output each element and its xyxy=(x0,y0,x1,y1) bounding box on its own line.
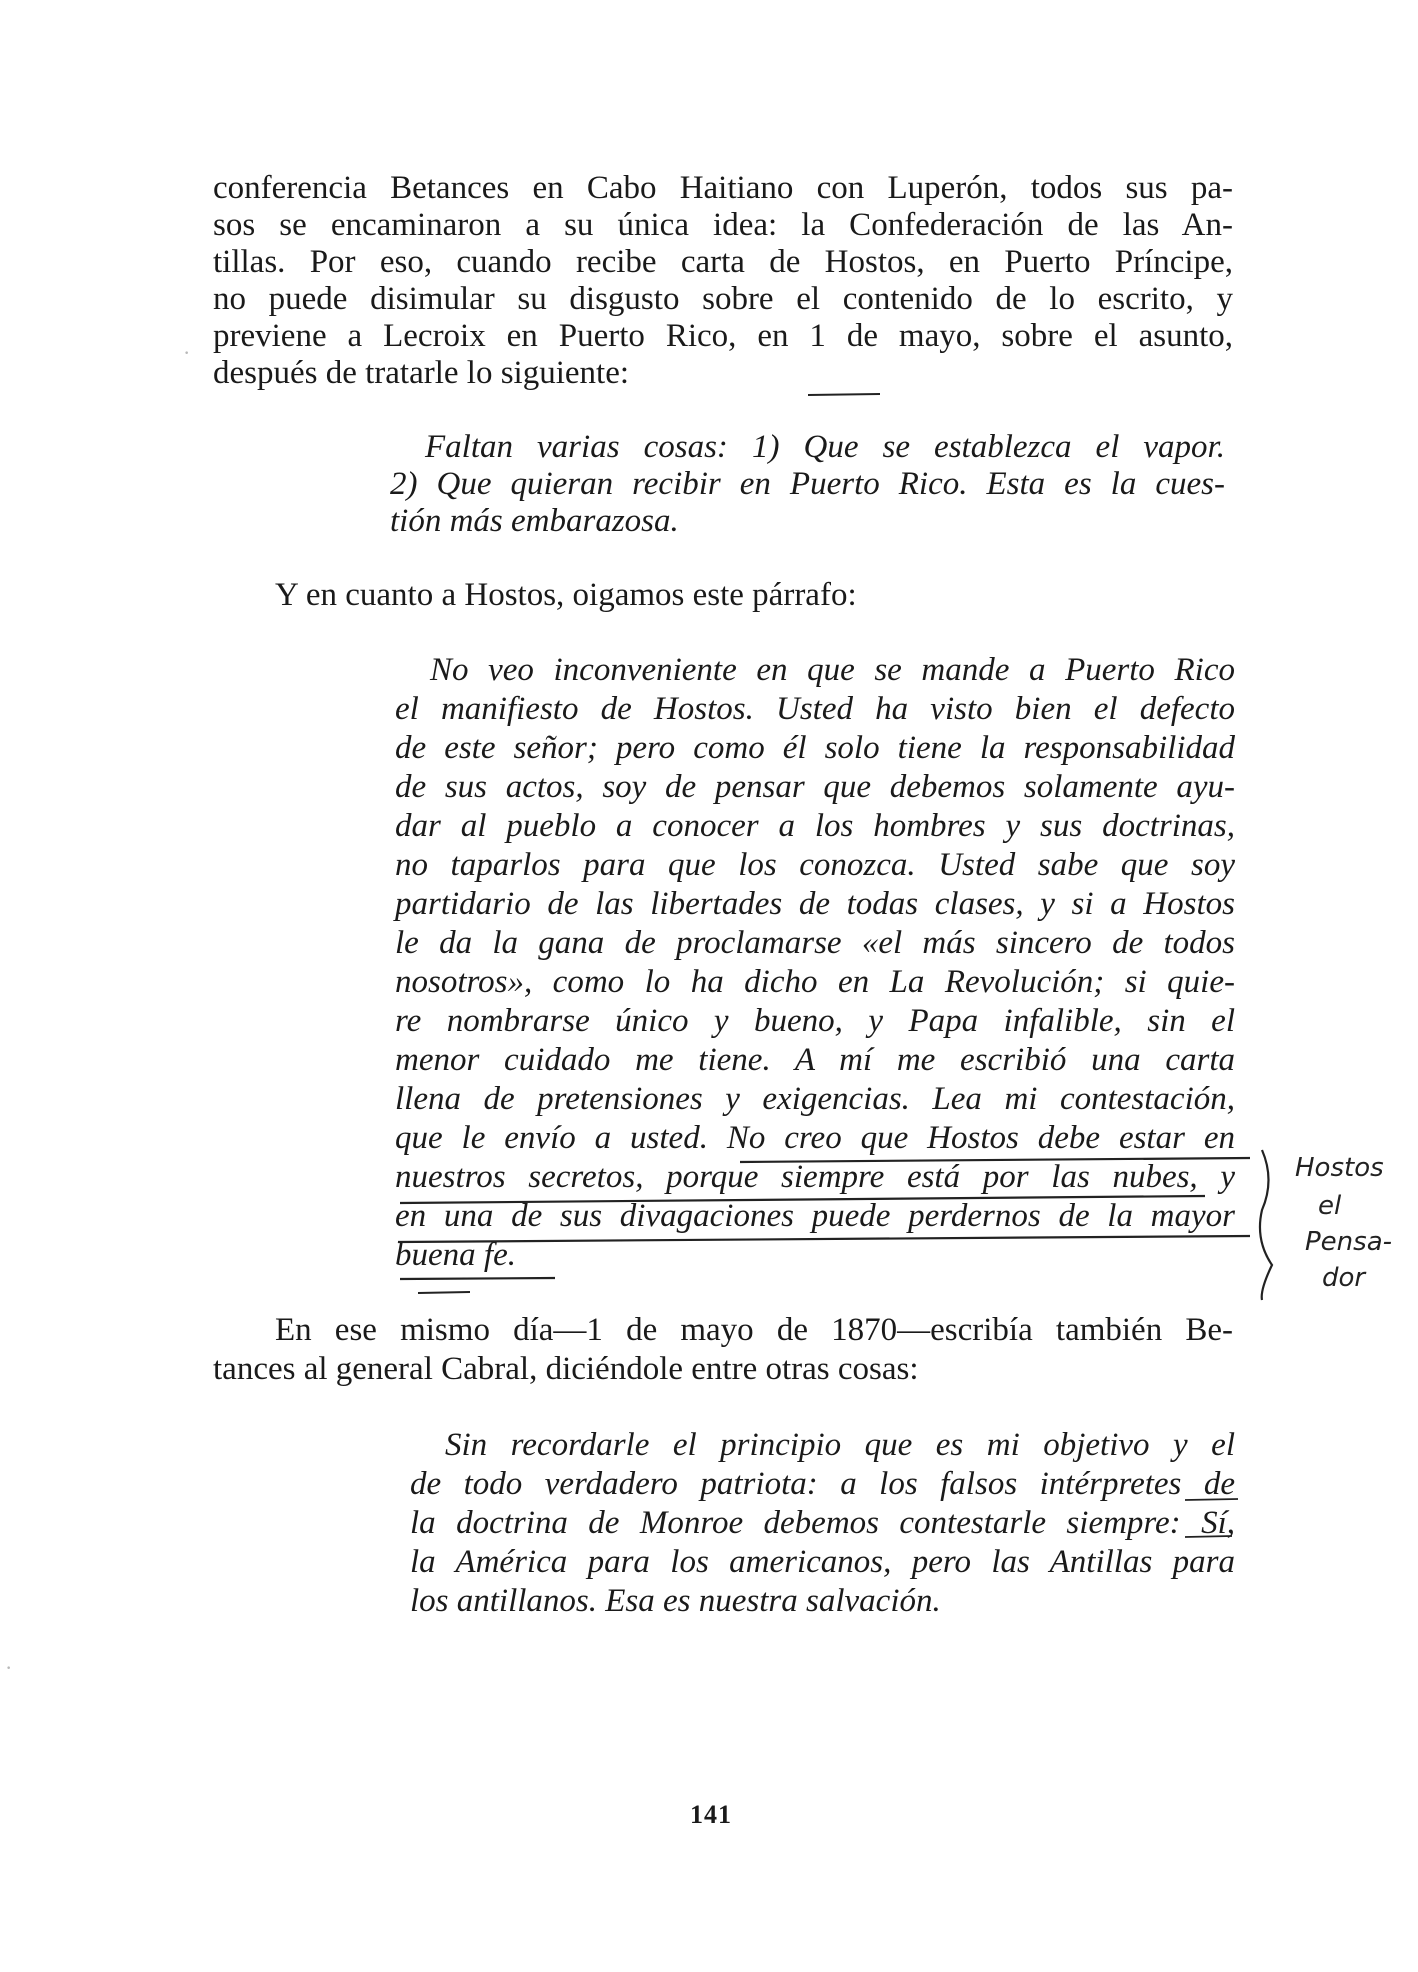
underline-line-16 xyxy=(400,1278,555,1279)
quote-2-line-13: que le envío a usted. No creo que Hostos debe estar en xyxy=(395,1120,1235,1156)
quote-2-line-6: no taparlos para que los conozca. Usted sabe que soy xyxy=(395,847,1235,883)
margin-note-line-4: dor xyxy=(1322,1263,1366,1293)
stray-speck: · xyxy=(183,340,191,365)
paragraph-1-line-2: sos se encaminaron a su única idea: la Confederación de las An- xyxy=(213,207,1233,243)
paragraph-1-line-3: tillas. Por eso, cuando recibe carta de Hostos, en Puerto Príncipe, xyxy=(213,244,1233,280)
paragraph-3-line-1: En ese mismo día—1 de mayo de 1870—escribía también Be- xyxy=(275,1312,1233,1348)
quote-3-line-1: Sin recordarle el principio que es mi objetivo y el xyxy=(445,1427,1235,1463)
page-number: 141 xyxy=(690,1800,732,1829)
quote-2-line-14: nuestros secretos, porque siempre está por las nubes, y xyxy=(395,1159,1235,1195)
quote-2-line-16: buena fe. xyxy=(395,1237,516,1273)
quote-3-line-2: de todo verdadero patriota: a los falsos intérpretes de xyxy=(410,1466,1235,1502)
underline-line-16b xyxy=(418,1292,470,1293)
margin-note-line-2: el xyxy=(1318,1191,1342,1221)
quote-2-line-2: el manifiesto de Hostos. Usted ha visto bien el defecto xyxy=(395,691,1235,727)
quote-2-line-10: re nombrarse único y bueno, y Papa infalible, sin el xyxy=(395,1003,1235,1039)
stray-speck: · xyxy=(5,1655,13,1680)
quote-2-line-8: le da la gana de proclamarse «el más sincero de todos xyxy=(395,925,1235,961)
paragraph-1-line-4: no puede disimular su disgusto sobre el contenido de lo escrito, y xyxy=(213,281,1233,317)
paragraph-1-line-5: previene a Lecroix en Puerto Rico, en 1 de mayo, sobre el asunto, xyxy=(213,318,1233,354)
quote-2-line-15: en una de sus divagaciones puede perdernos de la mayor xyxy=(395,1198,1235,1234)
paragraph-3-line-2: tances al general Cabral, diciéndole entre otras cosas: xyxy=(213,1351,919,1387)
underline-line-15 xyxy=(398,1236,1250,1242)
quote-2-line-4: de sus actos, soy de pensar que debemos solamente ayu- xyxy=(395,769,1235,805)
quote-3-line-3: la doctrina de Monroe debemos contestarle siempre: Sí, xyxy=(410,1505,1235,1541)
quote-2-line-12: llena de pretensiones y exigencias. Lea mi contestación, xyxy=(395,1081,1235,1117)
paragraph-1-line-6: después de tratarle lo siguiente: xyxy=(213,355,630,391)
quote-1-line-3: tión más embarazosa. xyxy=(390,503,679,539)
quote-1-line-2: 2) Que quieran recibir en Puerto Rico. Esta es la cues- xyxy=(390,466,1225,502)
quote-2-line-9: nosotros», como lo ha dicho en La Revolución; si quie- xyxy=(395,964,1235,1000)
quote-3-line-5: los antillanos. Esa es nuestra salvación. xyxy=(410,1583,941,1619)
margin-note-line-3: Pensa- xyxy=(1305,1227,1393,1257)
quote-2-line-1: No veo inconveniente en que se mande a Puerto Rico xyxy=(430,652,1235,688)
quote-2-line-11: menor cuidado me tiene. A mí me escribió una carta xyxy=(395,1042,1235,1078)
paragraph-2: Y en cuanto a Hostos, oigamos este párrafo: xyxy=(275,577,857,613)
quote-2-line-3: de este señor; pero como él solo tiene la responsabilidad xyxy=(395,730,1235,766)
quote-3-line-4: la América para los americanos, pero las Antillas para xyxy=(410,1544,1235,1580)
underline-date xyxy=(808,394,880,395)
margin-note-line-1: Hostos xyxy=(1295,1153,1384,1183)
quote-2-line-7: partidario de las libertades de todas clases, y si a Hostos xyxy=(395,886,1235,922)
paragraph-1-line-1: conferencia Betances en Cabo Haitiano con Luperón, todos sus pa- xyxy=(213,170,1233,206)
margin-bracket xyxy=(1260,1150,1272,1300)
quote-2-line-5: dar al pueblo a conocer a los hombres y sus doctrinas, xyxy=(395,808,1235,844)
quote-1-line-1: Faltan varias cosas: 1) Que se establezca el vapor. xyxy=(425,429,1225,465)
